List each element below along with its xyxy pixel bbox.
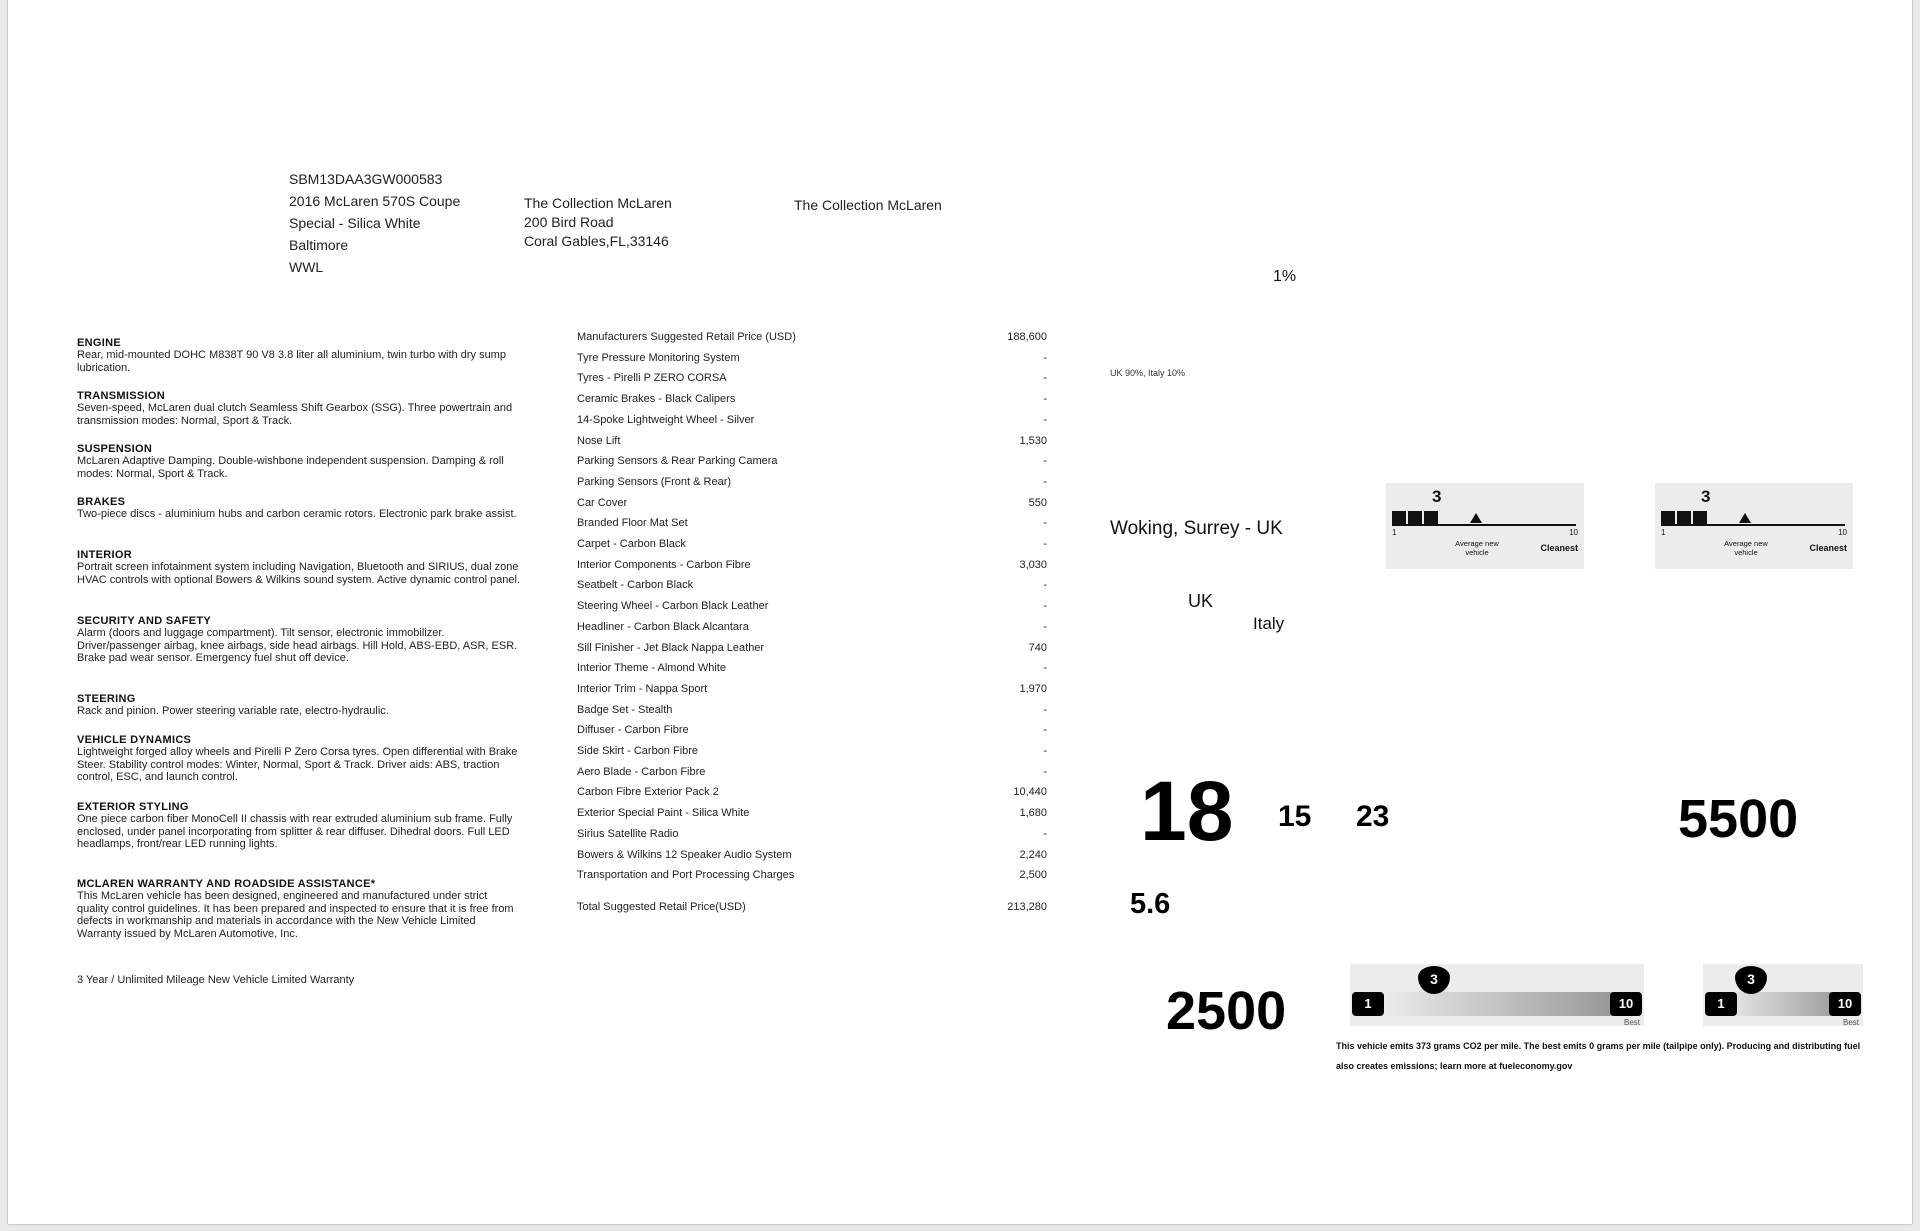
spec-text: This McLaren vehicle has been designed, engineered and manufactured under strict quality control guidelines. It has been prepared and inspected to ensure that it is free from defects in workmanship and materials in accordance with the New Vehicle Limited Warranty issued by McLaren Automotive, Inc. xyxy=(77,890,514,940)
spec-title: TRANSMISSION xyxy=(77,390,165,402)
option-price: - xyxy=(1043,351,1047,364)
option-row xyxy=(577,493,1047,513)
option-row xyxy=(577,596,1047,616)
option-label: Bowers & Wilkins 12 Speaker Audio System xyxy=(577,848,792,861)
option-label: Branded Floor Mat Set xyxy=(577,517,688,530)
spec-title: INTERIOR xyxy=(77,549,132,561)
spec-title: SUSPENSION xyxy=(77,443,153,455)
spec-title: ENGINE xyxy=(77,337,121,349)
combined-mpg: 18 xyxy=(1140,764,1234,858)
option-label: Nose Lift xyxy=(577,434,621,447)
option-price: - xyxy=(1043,579,1047,592)
spec-block xyxy=(77,390,522,443)
port-location: Baltimore xyxy=(289,237,349,253)
city-mpg: 15 xyxy=(1278,800,1312,833)
spec-block xyxy=(77,693,522,734)
option-price: - xyxy=(1043,600,1047,613)
spec-block xyxy=(77,801,522,878)
option-label: Aero Blade - Carbon Fibre xyxy=(577,765,706,778)
gallons-per-100mi: 5.6 xyxy=(1130,888,1171,920)
option-price: - xyxy=(1043,393,1047,406)
spec-text: Seven-speed, McLaren dual clutch Seamless Shift Gearbox (SSG). Three powertrain and transmission modes: Normal, Sport & Track. xyxy=(77,402,513,427)
rating-block xyxy=(1693,511,1707,525)
spec-title: SECURITY AND SAFETY xyxy=(77,615,212,627)
engine-origin: UK xyxy=(1188,591,1214,611)
option-label: Transportation and Port Processing Charges xyxy=(577,869,795,882)
option-row xyxy=(577,431,1047,451)
spec-text: McLaren Adaptive Damping. Double-wishbone independent suspension. Damping & roll modes: Normal, Sport & Track. xyxy=(77,455,504,480)
annual-fuel-cost: 2500 xyxy=(1166,981,1287,1041)
rating-high: 10 xyxy=(1569,528,1578,537)
option-row xyxy=(577,472,1047,492)
dealer-address xyxy=(524,194,672,251)
spec-text: Alarm (doors and luggage compartment). Tilt sensor, electronic immobilizer. Driver/passenger airbag, knee airbags, side head airbags. Hill Hold, ABS-EBD, ASR, ESR. Brake pad wear sensor. Emergency fuel shut off device. xyxy=(77,627,518,664)
option-label: Parking Sensors & Rear Parking Camera xyxy=(577,455,778,468)
smog-best-label: Best xyxy=(1623,1018,1640,1027)
option-price: 3,030 xyxy=(1019,558,1047,571)
parts-content: UK 90%, Italy 10% xyxy=(1110,368,1186,378)
option-price: - xyxy=(1043,620,1047,633)
vehicle-code: WWL xyxy=(289,259,324,275)
total-price: 213,280 xyxy=(1007,901,1047,913)
option-label: Interior Trim - Nappa Sport xyxy=(577,682,708,695)
cleanest-label: Cleanest xyxy=(1809,543,1847,553)
option-label: Sirius Satellite Radio xyxy=(577,827,679,840)
option-row xyxy=(577,534,1047,554)
final-assembly: Woking, Surrey - UK xyxy=(1110,518,1283,539)
option-label: Side Skirt - Carbon Fibre xyxy=(577,745,699,757)
option-price: 550 xyxy=(1028,496,1047,509)
option-price: - xyxy=(1043,455,1047,468)
option-row xyxy=(577,741,1047,761)
option-row xyxy=(577,348,1047,368)
option-row xyxy=(577,327,1047,347)
option-label: Seatbelt - Carbon Black xyxy=(577,579,694,592)
option-label: Headliner - Carbon Black Alcantara xyxy=(577,620,749,633)
option-price: - xyxy=(1043,372,1047,385)
option-row xyxy=(577,679,1047,699)
rating-value: 3 xyxy=(1432,487,1442,506)
sold-to: The Collection McLaren xyxy=(794,197,942,213)
spec-title: VEHICLE DYNAMICS xyxy=(77,734,192,746)
option-price: - xyxy=(1043,765,1047,778)
option-label: Tyre Pressure Monitoring System xyxy=(577,351,740,364)
smog-best-label: Best xyxy=(1842,1018,1859,1027)
vehicle-model: 2016 McLaren 570S Coupe xyxy=(289,193,461,209)
option-price: - xyxy=(1043,413,1047,426)
rating-scale-line xyxy=(1392,524,1576,526)
spec-text: Portrait screen infotainment system including Navigation, Bluetooth and SIRIUS, dual zone HVAC controls with optional Bowers & Wilkins sound system. Active dynamic control panel. xyxy=(77,561,521,586)
rating-block xyxy=(1392,511,1406,525)
average-marker-icon xyxy=(1470,513,1482,523)
smog-scale-bar xyxy=(1352,992,1642,1016)
rating-block xyxy=(1677,511,1691,525)
option-price: - xyxy=(1043,745,1047,757)
option-label: Parking Sensors (Front & Rear) xyxy=(577,475,732,488)
option-row xyxy=(577,803,1047,823)
spec-text: Rear, mid-mounted DOHC M838T 90 V8 3.8 liter all aluminium, twin turbo with dry sump lubrication. xyxy=(77,349,506,374)
options-price-list xyxy=(577,327,1047,927)
total-row xyxy=(577,897,1047,917)
option-row xyxy=(577,824,1047,844)
option-row xyxy=(577,845,1047,865)
option-row xyxy=(577,513,1047,533)
vehicle-info xyxy=(289,168,460,278)
option-label: Ceramic Brakes - Black Calipers xyxy=(577,393,736,406)
smog-high: 10 xyxy=(1610,992,1642,1016)
option-row xyxy=(577,368,1047,388)
spec-block xyxy=(77,443,522,496)
option-price: 1,680 xyxy=(1019,807,1047,820)
option-row xyxy=(577,617,1047,637)
option-price: - xyxy=(1043,724,1047,737)
option-price: - xyxy=(1043,703,1047,716)
specs-column xyxy=(77,337,522,986)
option-label: Exterior Special Paint - Silica White xyxy=(577,807,750,820)
option-price: 1,530 xyxy=(1019,434,1047,447)
parts-percent: 1% xyxy=(1273,268,1297,285)
rating-high: 10 xyxy=(1838,528,1847,537)
option-row xyxy=(577,720,1047,740)
option-label: Sill Finisher - Jet Black Nappa Leather xyxy=(577,641,765,654)
spec-title: MCLAREN WARRANTY AND ROADSIDE ASSISTANCE* xyxy=(77,878,376,890)
option-row xyxy=(577,410,1047,430)
spec-block xyxy=(77,734,522,801)
spec-block xyxy=(77,337,522,390)
option-row xyxy=(577,762,1047,782)
option-price: - xyxy=(1043,827,1047,840)
spec-block xyxy=(77,878,522,970)
cleanest-label: Cleanest xyxy=(1540,543,1578,553)
rating-low: 1 xyxy=(1661,528,1666,537)
option-row xyxy=(577,865,1047,885)
rating-block xyxy=(1661,511,1675,525)
option-price: - xyxy=(1043,662,1047,675)
spec-title: STEERING xyxy=(77,693,136,705)
spec-block xyxy=(77,549,522,615)
rating-block xyxy=(1424,511,1438,525)
vehicle-color: Special - Silica White xyxy=(289,215,421,231)
option-label: Diffuser - Carbon Fibre xyxy=(577,724,689,737)
option-label: Car Cover xyxy=(577,496,628,509)
window-sticker xyxy=(8,0,1912,1224)
rating-value: 3 xyxy=(1701,487,1711,506)
option-row xyxy=(577,782,1047,802)
option-label: Steering Wheel - Carbon Black Leather xyxy=(577,600,769,613)
smog-marker: 3 xyxy=(1418,966,1450,994)
emissions-note: This vehicle emits 373 grams CO2 per mile. The best emits 0 grams per mile (tailpipe only). Producing and distributing fuel also creates emissions; learn more at fueleconomy.gov xyxy=(1336,1041,1861,1071)
spec-text: Lightweight forged alloy wheels and Pirelli P Zero Corsa tyres. Open differential with Brake Steer. Stability control modes: Winter, Normal, Sport & Track. Driver aids: ABS, traction control, ESC, and launch control. xyxy=(77,746,518,783)
rating-block xyxy=(1408,511,1422,525)
spec-title: BRAKES xyxy=(77,496,126,508)
option-price: 188,600 xyxy=(1007,331,1047,343)
smog-rating xyxy=(1703,964,1863,1026)
spec-block xyxy=(77,615,522,693)
spec-title: EXTERIOR STYLING xyxy=(77,801,189,813)
option-price: - xyxy=(1043,517,1047,530)
dealer-name: The Collection McLaren xyxy=(524,195,672,211)
option-label: Carpet - Carbon Black xyxy=(577,538,686,550)
option-row xyxy=(577,658,1047,678)
vin: SBM13DAA3GW000583 xyxy=(289,171,443,187)
smog-rating xyxy=(1350,964,1644,1026)
option-price: 1,970 xyxy=(1019,682,1047,695)
option-price: - xyxy=(1043,538,1047,550)
option-price: 2,240 xyxy=(1019,848,1047,861)
warranty-note: 3 Year / Unlimited Mileage New Vehicle Limited Warranty xyxy=(77,974,355,986)
option-price: 10,440 xyxy=(1013,786,1047,799)
option-price: - xyxy=(1043,475,1047,488)
option-row xyxy=(577,638,1047,658)
rating-low: 1 xyxy=(1392,528,1397,537)
option-row xyxy=(577,389,1047,409)
option-label: Carbon Fibre Exterior Pack 2 xyxy=(577,786,719,799)
option-label: Interior Theme - Almond White xyxy=(577,662,726,675)
option-label: Tyres - Pirelli P ZERO CORSA xyxy=(577,372,727,385)
smog-high: 10 xyxy=(1829,992,1861,1016)
spec-text: Two-piece discs - aluminium hubs and carbon ceramic rotors. Electronic park brake assist. xyxy=(77,508,517,520)
option-label: 14-Spoke Lightweight Wheel - Silver xyxy=(577,413,755,426)
ghg-rating xyxy=(1386,483,1584,569)
average-label: Average new vehicle xyxy=(1724,539,1768,557)
option-row xyxy=(577,700,1047,720)
highway-mpg: 23 xyxy=(1356,800,1390,833)
smog-low: 1 xyxy=(1352,992,1384,1016)
dealer-street: 200 Bird Road xyxy=(524,214,614,230)
option-label: Manufacturers Suggested Retail Price (USD) xyxy=(577,331,796,343)
dealer-city: Coral Gables,FL,33146 xyxy=(524,233,669,249)
average-label: Average new vehicle xyxy=(1455,539,1499,557)
option-price: 2,500 xyxy=(1019,869,1047,882)
ghg-rating xyxy=(1655,483,1853,569)
spend-more: 5500 xyxy=(1678,789,1799,849)
option-price: 740 xyxy=(1028,641,1047,654)
total-label: Total Suggested Retail Price(USD) xyxy=(577,901,746,913)
average-marker-icon xyxy=(1739,513,1751,523)
option-row xyxy=(577,555,1047,575)
option-row xyxy=(577,451,1047,471)
option-row xyxy=(577,575,1047,595)
smog-low: 1 xyxy=(1705,992,1737,1016)
rating-scale-line xyxy=(1661,524,1845,526)
option-label: Interior Components - Carbon Fibre xyxy=(577,558,751,571)
spec-text: One piece carbon fiber MonoCell II chassis with rear extruded aluminium sub frame. Fully enclosed, under panel incorporating from splitter & rear diffuser. Dihedral doors. Full LED headlamps, front/rear LED running lights. xyxy=(77,813,513,850)
transmission-origin: Italy xyxy=(1253,614,1285,633)
smog-marker: 3 xyxy=(1735,966,1767,994)
spec-block xyxy=(77,496,522,549)
option-label: Badge Set - Stealth xyxy=(577,703,673,716)
spec-text: Rack and pinion. Power steering variable rate, electro-hydraulic. xyxy=(77,705,389,717)
